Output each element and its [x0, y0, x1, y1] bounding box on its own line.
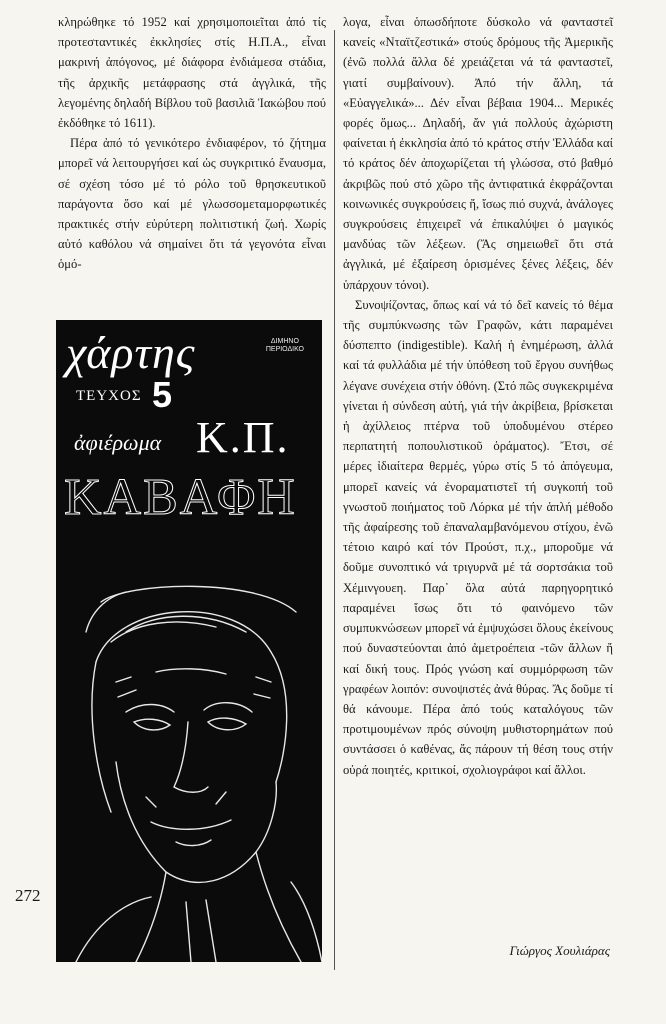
left-text-column — [58, 12, 326, 275]
portrait-sketch — [56, 582, 322, 962]
cover-issue-number: 5 — [152, 374, 173, 415]
column-divider — [334, 30, 335, 970]
cover-tribute-label: ἀφιέρωμα — [74, 430, 162, 455]
cover-periodical-label: ΔΙΜΗΝΟ ΠΕΡΙΟΔΙΚΟ — [265, 338, 304, 353]
paragraph: κληρώθηκε τό 1952 καί χρησιμοποιεῖται ἀπό τίς προτεσταντικές ἐκκλησίες στίς Η.Π.Α., εἶναι μακρινή ἀπόγονος, μέ διάφορα ἐνδιάμεσα στάδια, τῆς ἀρχικῆς μετάφρασης στά ἀγγλικά, τῆς λεγομένης δηλαδή Βίβλου τοῦ βασιλιᾶ Ἰακώβου πού ἐκδόθηκε τό 1611). — [58, 15, 326, 131]
author-signature: Γιώργος Χουλιάρας — [509, 943, 610, 958]
cover-issue-label: ΤΕΥΧΟΣ — [76, 388, 142, 404]
cover-name: ΚΑΒΑΦΗ — [64, 469, 297, 526]
cover-initials: Κ.Π. — [196, 413, 290, 462]
paragraph: λογα, εἶναι ὁπωσδήποτε δύσκολο νά φανταστεῖ κανείς «Νταϊτζεστικά» στούς δρόμους τῆς Ἀμερικῆς (ἐνῶ πολλά ἄλλα δέ χρειάζεται νά τά φανταστεῖ, γιατί συμβαίνουν). Ἀπό τήν ἄλλη, τά «Εὐαγγελικά»... Δέν εἶναι βέβαια 1904... Μερικές φορές ὅμως... Δηλαδή, ἄν γιά πολλούς ἀχώριστη φαίνεται ἡ ἐκκλησία ἀπό τό κράτος στήν Ἑλλάδα καί τό κράτος δέν ἀποχωρίζεται τή γλώσσα, στό βαθμό ἀκριβῶς πού στό χῶρο τῆς ἀντιφατικά ἐκφράζονται κοινωνικές συγκρούσεις ἤ, ἴσως πιό συχνά, ἀνάλογες συγκρούσεις ἐπιχειρεῖ νά ἐπικαλύψει ὁ μαγικός μανδύας τῶν λέξεων. (Ἄς σημειωθεῖ ὅτι στά ἀγγλικά, μέ ἐξαίρεση ὁρισμένες ξένες λέξεις, δέν ὑπάρχουν τόνοι). — [343, 15, 613, 292]
page-number: 272 — [15, 886, 41, 905]
paragraph: Συνοψίζοντας, ὅπως καί νά τό δεῖ κανείς τό θέμα τῆς συμπύκνωσης τῶν Γραφῶν, κάτι παραμένει δύσπεπτο (indigestible). Καλή ἡ ἐνημέρωση, ἀλλά καί τά φυλλάδια μέ τήν ὑπόθεση τοῦ ἔργου συνήθως λέγανε συνέχεια στήν ὀθόνη. (Στό πῶς συγκεκριμένα γίνεται ἡ σύνδεση αὐτή, γιά τήν ἀκρίβεια, βρίσκεται ἡ ἀχίλλειος πτέρνα τοῦ ὑποδυμένου στέρεο περπατητή ποπουλιστικοῦ ὁράματος). Ἔτσι, σέ μέρες ἰδιαίτερα θερμές, γύρω στίς 5 τό ἀπόγευμα, μπορεῖ κανείς νά ἐνοραματιστεῖ τή συγκοπή τοῦ γνωστοῦ ποιήματος τοῦ Λόρκα μέ τήν ἁπλή μέθοδο τῆς ἀφαίρεσης τοῦ ἐπαναλαμβανόμενου στίχου, ἐνῶ τέτοιο καιρό καί τόν Προύστ, π.χ., μποροῦμε νά δοῦμε συνοπτικό νά τριγυρνᾶ μέ τά σορτσάκια τοῦ Χέμινγουεη. Παρ᾽ ὅλα αὐτά παρηγορητικό παραμένει ἴσως ὅτι τό φαινόμενο τῶν συμπυκνώσεων μπορεῖ νά ἐμψυχώσει ὅλους ἐκείνους πού δυναστεύονται ἀπό ἀμετροέπεια -τῶν ἄλλων ἤ καί δική τους. Πρός γνώση καί συμμόρφωση τῶν γραφέων λοιπόν: συνοψιστές ἀνά θύρας. Ἄς δοῦμε τί θά κάνουμε. Πέρα ἀπό τούς καταλόγους τῶν προτιμουμένων πρός σύνοψη μυθιστορημάτων πού συντάσσει ὁ καθένας, ἄς πάρουν τή θέση τους στήν οὐρά ποιητές, κριτικοί, σχολιογράφοι καί ἄλλοι. — [343, 297, 613, 777]
cover-title: χάρτης — [66, 327, 196, 378]
magazine-cover-image — [56, 320, 322, 962]
right-text-column — [343, 12, 613, 780]
paragraph: Πέρα ἀπό τό γενικότερο ἐνδιαφέρον, τό ζήτημα μπορεῖ νά λειτουργήσει καί ὡς συγκριτικό ἔναυσμα, σέ σχέση τόσο μέ τό ρόλο τοῦ θρησκευτικοῦ παράγοντα ὅσο καί μέ γλωσσομεταμορφωτικές πρακτικές στήν εὐρύτερη πολιτιστική ζωή. Χωρίς αὐτό καθόλου νά σημαίνει ὅτι τά γεγονότα εἶναι ὁμό- — [58, 136, 326, 272]
